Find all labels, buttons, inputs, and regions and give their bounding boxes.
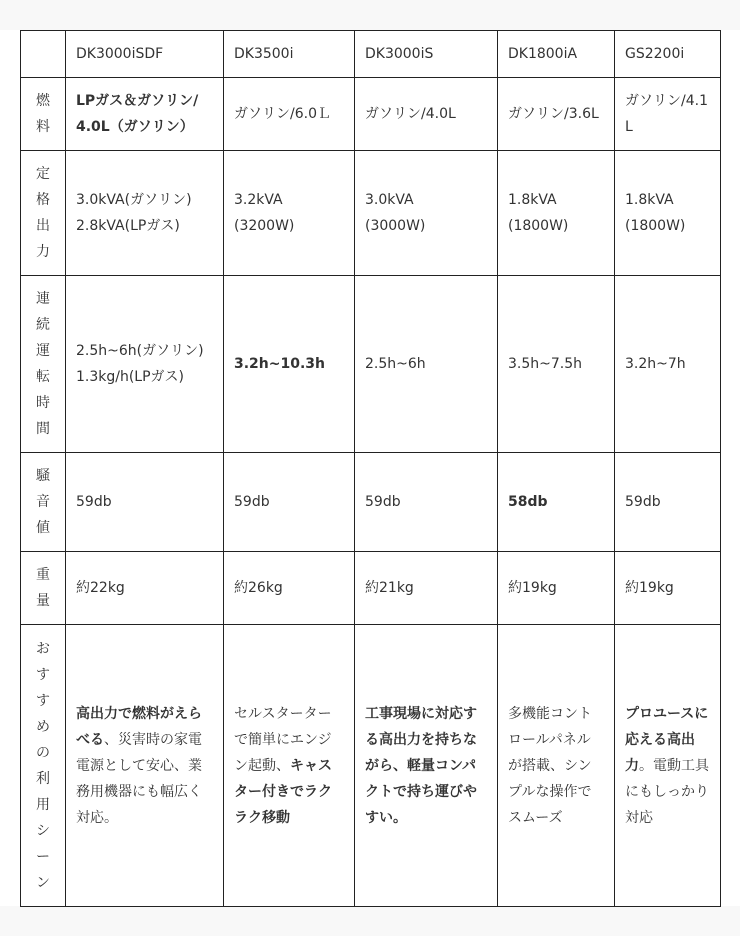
runtime-row <box>21 276 721 453</box>
fuel-cell: ガソリン/3.6L <box>498 78 615 151</box>
output-line: 2.8kVA(LPガス) <box>76 218 180 234</box>
recommend-cell: 多機能コントロールパネルが搭載、シンプルな操作でスムーズ <box>498 625 615 907</box>
model-header: DK3500i <box>224 31 355 78</box>
output-line: 1.8kVA <box>508 192 557 208</box>
fuel-cell: ガソリン/4.0L <box>355 78 498 151</box>
recommend-highlight: プロユースに応える高出力 <box>625 705 709 774</box>
spec-sheet <box>0 30 740 906</box>
fuel-cell: LPガス＆ガソリン/4.0L（ガソリン） <box>66 78 224 151</box>
output-cell <box>615 151 721 276</box>
runtime-cell: 3.2h~7h <box>615 276 721 453</box>
recommend-cell <box>224 625 355 907</box>
output-line: (3200W) <box>234 218 295 234</box>
output-line: (3000W) <box>365 218 426 234</box>
recommend-highlight: キャスター付きでラクラク移動 <box>234 757 332 826</box>
fuel-cell: ガソリン/6.0Ｌ <box>224 78 355 151</box>
recommend-highlight: 高出力で燃料がえらべる <box>76 705 202 748</box>
recommend-cell <box>615 625 721 907</box>
output-cell <box>66 151 224 276</box>
weight-cell: 約21kg <box>355 552 498 625</box>
runtime-line: 2.5h~6h(ガソリン) <box>76 343 204 359</box>
noise-cell: 59db <box>224 453 355 552</box>
output-line: (1800W) <box>625 218 686 234</box>
recommend-text: 、災害時の家電電源として安心、業務用機器にも幅広く対応。 <box>76 731 202 826</box>
model-header: DK3000iSDF <box>66 31 224 78</box>
noise-row <box>21 453 721 552</box>
recommend-row <box>21 625 721 907</box>
runtime-cell <box>66 276 224 453</box>
weight-cell: 約22kg <box>66 552 224 625</box>
runtime-cell: 2.5h~6h <box>355 276 498 453</box>
runtime-cell: 3.5h~7.5h <box>498 276 615 453</box>
noise-cell: 59db <box>355 453 498 552</box>
row-label-runtime: 連続運転時間 <box>21 276 66 453</box>
model-header: GS2200i <box>615 31 721 78</box>
runtime-cell: 3.2h~10.3h <box>224 276 355 453</box>
output-line: 1.8kVA <box>625 192 674 208</box>
weight-cell: 約19kg <box>615 552 721 625</box>
row-label-noise: 騒音値 <box>21 453 66 552</box>
row-label-weight: 重量 <box>21 552 66 625</box>
recommend-cell <box>355 625 498 907</box>
recommend-highlight: 工事現場に対応する高出力を持ちながら、軽量コンパクトで持ち運びやすい。 <box>365 705 477 826</box>
fuel-row <box>21 78 721 151</box>
output-line: (1800W) <box>508 218 569 234</box>
weight-row <box>21 552 721 625</box>
fuel-cell: ガソリン/4.1L <box>615 78 721 151</box>
row-label-recommend: おすすめの利用シーン <box>21 625 66 907</box>
runtime-line: 1.3kg/h(LPガス) <box>76 369 185 385</box>
recommend-text: セルスターターで簡単にエンジン起動、 <box>234 705 332 774</box>
weight-cell: 約19kg <box>498 552 615 625</box>
corner-cell <box>21 31 66 78</box>
recommend-cell <box>66 625 224 907</box>
output-cell <box>498 151 615 276</box>
output-line: 3.0kVA(ガソリン) <box>76 192 192 208</box>
rated-output-row <box>21 151 721 276</box>
weight-cell: 約26kg <box>224 552 355 625</box>
header-row <box>21 31 721 78</box>
noise-cell: 59db <box>66 453 224 552</box>
output-line: 3.0kVA <box>365 192 414 208</box>
output-line: 3.2kVA <box>234 192 283 208</box>
row-label-fuel: 燃料 <box>21 78 66 151</box>
noise-cell: 58db <box>498 453 615 552</box>
model-header: DK3000iS <box>355 31 498 78</box>
noise-cell: 59db <box>615 453 721 552</box>
recommend-text: 。電動工具にもしっかり対応 <box>625 757 709 826</box>
model-header: DK1800iA <box>498 31 615 78</box>
row-label-output: 定格出力 <box>21 151 66 276</box>
output-cell <box>224 151 355 276</box>
generator-comparison-table <box>20 30 721 907</box>
output-cell <box>355 151 498 276</box>
